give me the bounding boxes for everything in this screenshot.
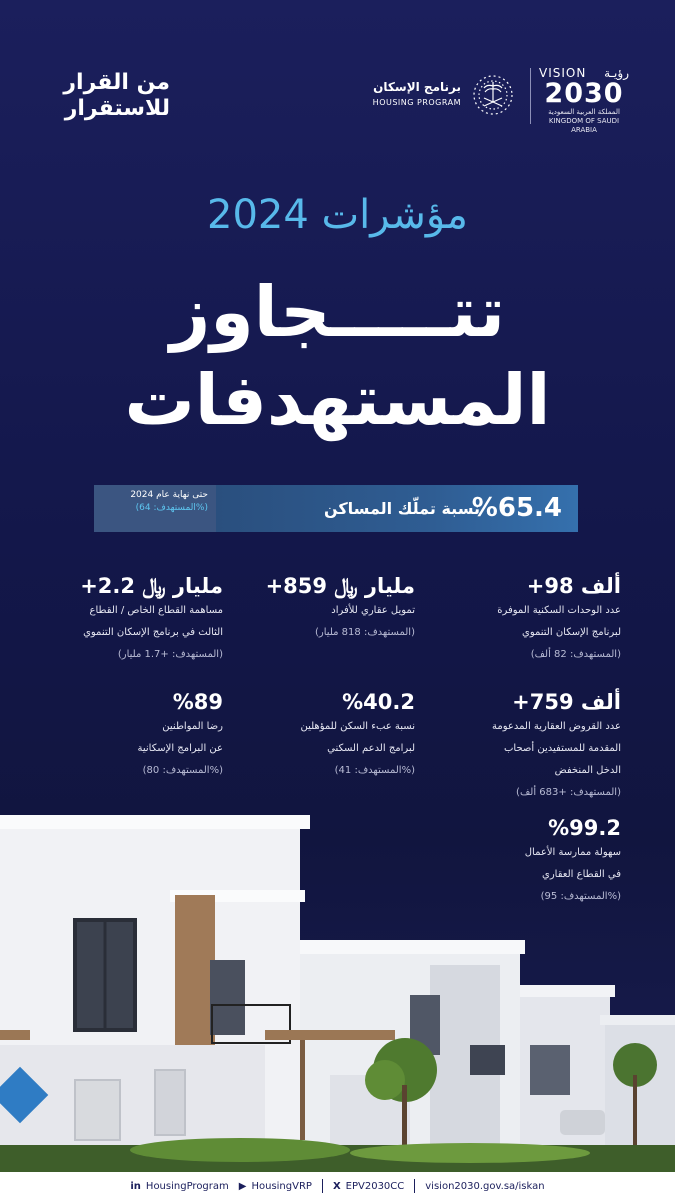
website-url: vision2030.gov.sa/iskan bbox=[425, 1180, 545, 1192]
linkedin-icon: in bbox=[130, 1180, 141, 1192]
housing-program-ar: برنامج الإسكان bbox=[373, 80, 461, 94]
slogan-logo bbox=[50, 70, 170, 122]
stat-value: +98 ألف bbox=[526, 574, 621, 598]
stat-value: +2.2 مليار ﷼ bbox=[80, 574, 223, 598]
stat-desc-line: مساهمة القطاع الخاص / القطاع bbox=[89, 605, 223, 616]
website-link[interactable] bbox=[425, 1181, 544, 1192]
stat-target: (المستهدف: 80%) bbox=[142, 765, 223, 776]
banner-label: نسبة تملّك المساكن bbox=[323, 499, 480, 518]
stat-subsidized-loans bbox=[441, 688, 621, 804]
stat-value: +859 مليار ﷼ bbox=[265, 574, 415, 598]
social-footer bbox=[0, 1172, 675, 1200]
youtube-link[interactable] bbox=[239, 1181, 312, 1192]
main-title-line-2: المستهدفات bbox=[124, 359, 551, 441]
stat-value: +759 ألف bbox=[512, 690, 621, 714]
banner-target-text: (المستهدف: 64%) bbox=[135, 503, 208, 513]
header-divider bbox=[530, 68, 531, 124]
housing-program-logo bbox=[373, 80, 461, 107]
footer-divider bbox=[414, 1179, 415, 1193]
linkedin-link[interactable] bbox=[130, 1181, 228, 1192]
slogan-line-1: من القرار bbox=[63, 70, 170, 95]
stat-target: (المستهدف: +1.7 مليار) bbox=[117, 649, 223, 660]
stat-desc-line: سهولة ممارسة الأعمال bbox=[524, 847, 621, 858]
stat-desc-line: عدد القروض العقارية المدعومة bbox=[492, 721, 621, 732]
stat-desc-line: الثالث في برنامج الإسكان التنموي bbox=[83, 627, 223, 638]
stat-desc-line: عن البرامج الإسكانية bbox=[137, 743, 223, 754]
stat-value: %99.2 bbox=[548, 816, 621, 840]
stat-value: %89 bbox=[172, 690, 223, 714]
stat-target: (المستهدف: 95%) bbox=[540, 891, 621, 902]
stat-target: (المستهدف: 818 مليار) bbox=[315, 627, 415, 638]
stat-desc-line: في القطاع العقاري bbox=[542, 869, 621, 880]
palm-swords-emblem-icon bbox=[470, 72, 516, 118]
stat-housing-units bbox=[441, 572, 621, 666]
banner-target-box bbox=[94, 485, 216, 532]
indicators-year-title: مؤشرات 2024 bbox=[207, 192, 468, 238]
stat-private-sector bbox=[33, 572, 223, 666]
main-title-line-1: تتـــــجاوز bbox=[169, 271, 506, 353]
x-icon: X bbox=[332, 1180, 341, 1192]
banner-until-text: حتى نهاية عام 2024 bbox=[130, 490, 208, 500]
stat-desc-line: نسبة عبء السكن للمؤهلين bbox=[300, 721, 415, 732]
stat-value: %40.2 bbox=[342, 690, 415, 714]
homeownership-banner bbox=[94, 485, 578, 532]
stat-citizen-satisfaction bbox=[53, 688, 223, 782]
slogan-line-2: للاستقرار bbox=[64, 96, 170, 121]
stat-housing-burden bbox=[235, 688, 415, 782]
vision-year: 2030 bbox=[544, 78, 624, 109]
youtube-handle: HousingVRP bbox=[251, 1180, 312, 1192]
main-title bbox=[0, 268, 675, 444]
stat-target: (المستهدف: 41%) bbox=[334, 765, 415, 776]
stat-desc-line: لبرامج الدعم السكني bbox=[327, 743, 415, 754]
stat-desc-line: الدخل المنخفض bbox=[554, 765, 621, 776]
housing-program-en: HOUSING PROGRAM bbox=[372, 98, 461, 107]
footer-divider bbox=[322, 1179, 323, 1193]
stat-desc-line: تمويل عقاري للأفراد bbox=[331, 605, 415, 616]
vision-2030-logo bbox=[539, 66, 629, 135]
stat-desc-line: عدد الوحدات السكنية الموفرة bbox=[497, 605, 621, 616]
stat-target: (المستهدف: +683 ألف) bbox=[516, 787, 621, 798]
banner-value-box bbox=[216, 485, 578, 532]
youtube-icon: ▶ bbox=[238, 1180, 247, 1192]
x-handle: EPV2030CC bbox=[345, 1180, 405, 1192]
x-link[interactable] bbox=[333, 1181, 404, 1192]
linkedin-handle: HousingProgram bbox=[145, 1180, 229, 1192]
stat-target: (المستهدف: 82 ألف) bbox=[530, 649, 621, 660]
vision-label: VISION bbox=[539, 66, 587, 80]
kingdom-en: KINGDOM OF SAUDI ARABIA bbox=[548, 117, 620, 134]
stat-desc-line: لبرنامج الإسكان التنموي bbox=[522, 627, 621, 638]
stat-desc-line: رضا المواطنين bbox=[162, 721, 223, 732]
kingdom-ar: المملكة العربية السعودية bbox=[548, 108, 620, 116]
vision-ar-label: رؤيـة bbox=[604, 66, 629, 80]
stat-desc-line: المقدمة للمستفيدين أصحاب bbox=[504, 743, 621, 754]
residential-buildings-image bbox=[0, 815, 675, 1175]
stat-mortgage-finance bbox=[235, 572, 415, 644]
banner-value: %65.4 bbox=[471, 493, 562, 523]
